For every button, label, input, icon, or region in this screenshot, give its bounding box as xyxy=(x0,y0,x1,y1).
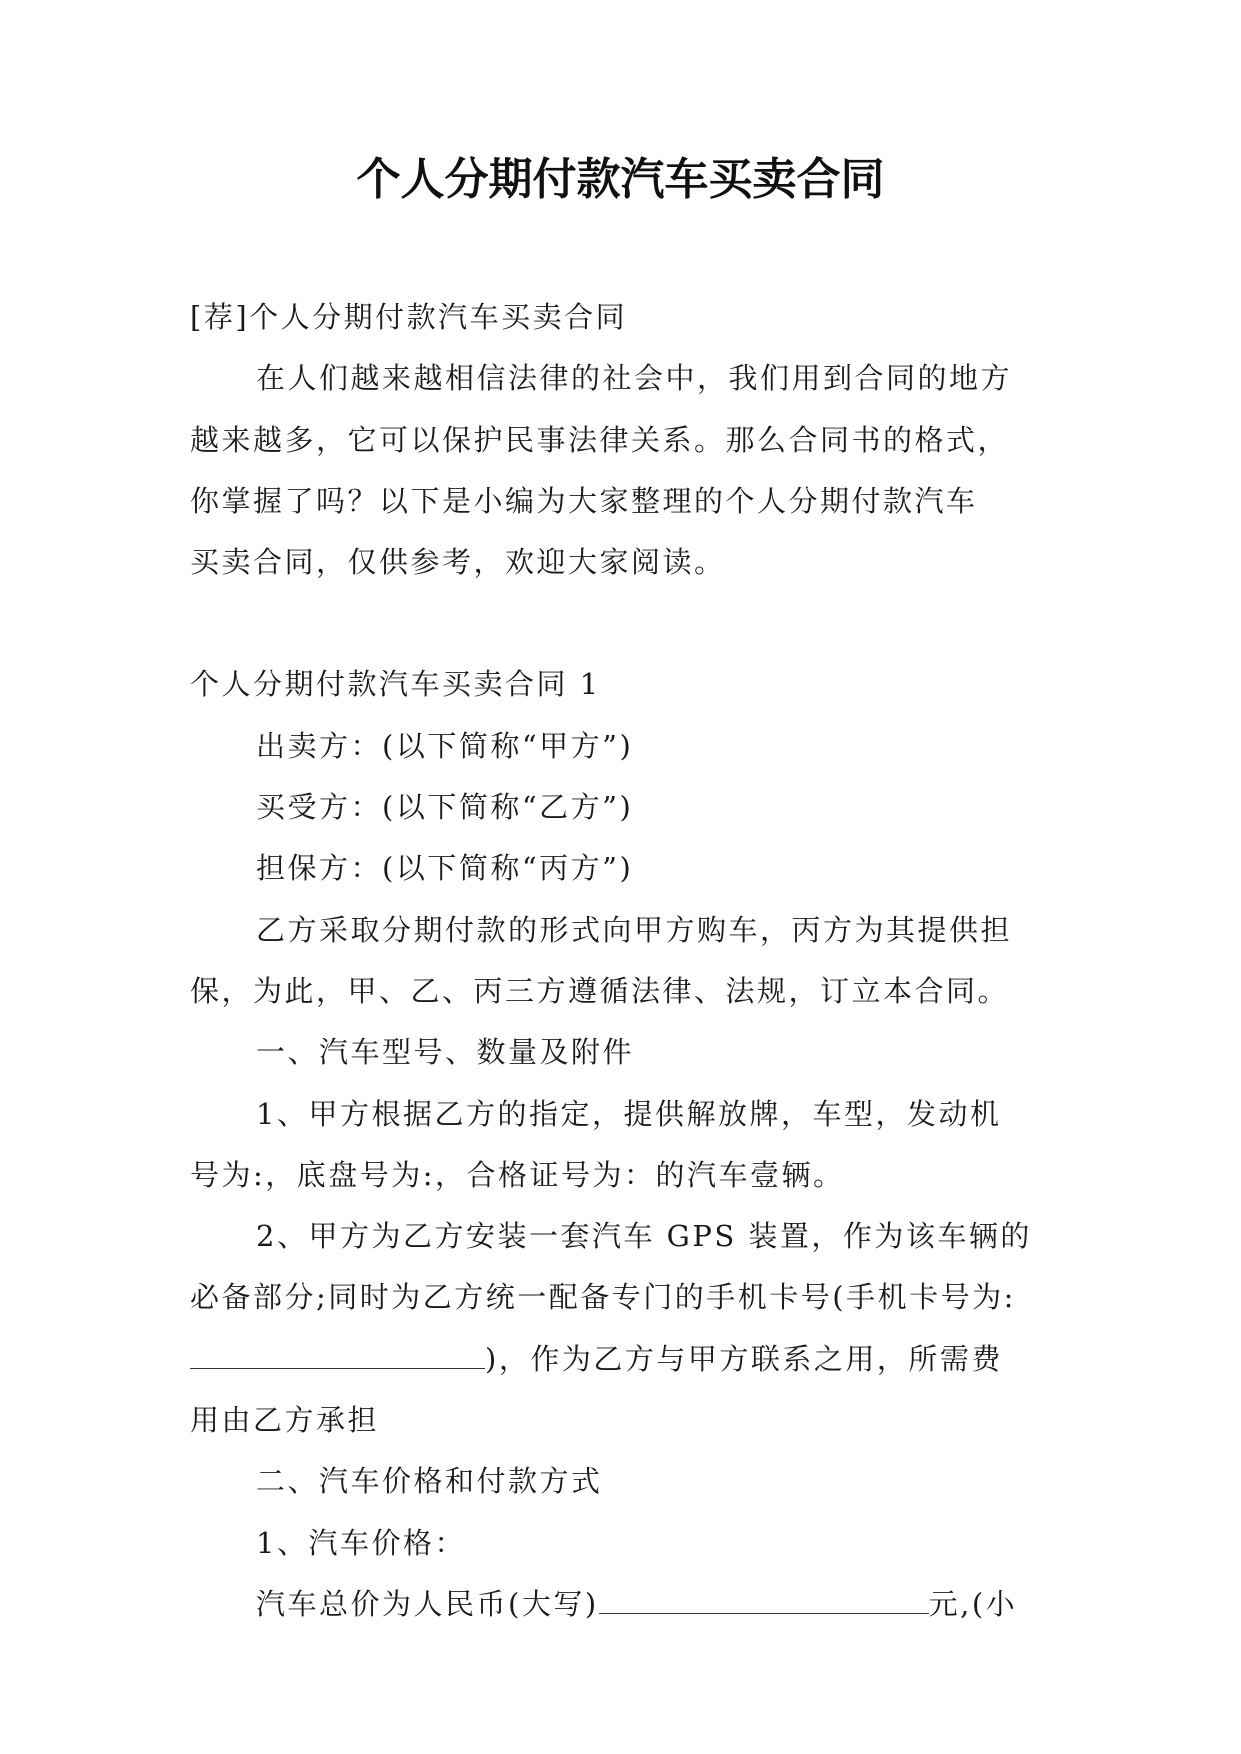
intro-line: 你掌握了吗？以下是小编为大家整理的个人分期付款汽车 xyxy=(190,483,978,518)
preamble-line: 保，为此，甲、乙、丙三方遵循法律、法规，订立本合同。 xyxy=(190,973,1010,1008)
intro-line: 越来越多，它可以保护民事法律关系。那么合同书的格式， xyxy=(190,422,1010,457)
section2-item1: 1、汽车价格： xyxy=(256,1525,466,1560)
section1-item1-line: 1、甲方根据乙方的指定，提供解放牌，车型，发动机 xyxy=(256,1096,1002,1131)
document-subtitle: [荐]个人分期付款汽车买卖合同 xyxy=(190,300,628,334)
section1-item2-line: 必备部分;同时为乙方统一配备专门的手机卡号(手机卡号为: xyxy=(190,1280,1016,1315)
price-label: 汽车总价为人民币(大写) xyxy=(256,1586,599,1621)
section2-price-line xyxy=(190,1574,1070,1635)
party-guarantor: 担保方：(以下简称“丙方”) xyxy=(256,851,634,886)
section1-heading: 一、汽车型号、数量及附件 xyxy=(256,1035,635,1070)
section2-heading: 二、汽车价格和付款方式 xyxy=(256,1464,603,1499)
price-blank xyxy=(599,1587,929,1614)
intro-line: 买卖合同，仅供参考，欢迎大家阅读。 xyxy=(190,545,726,580)
section1-item2-line xyxy=(190,1329,1070,1390)
contract-heading: 个人分期付款汽车买卖合同 1 xyxy=(190,667,601,702)
section1-item2-line: 2、甲方为乙方安装一套汽车 GPS 装置，作为该车辆的 xyxy=(256,1219,1032,1254)
price-suffix: 元,(小 xyxy=(928,1586,1018,1621)
phone-number-blank xyxy=(190,1342,485,1369)
paragraph-gap xyxy=(190,593,1070,654)
party-buyer: 买受方：(以下简称“乙方”) xyxy=(256,790,634,825)
document-title: 个人分期付款汽车买卖合同 xyxy=(356,154,885,205)
intro-line: 在人们越来越相信法律的社会中，我们用到合同的地方 xyxy=(256,361,1013,396)
document-body xyxy=(190,287,1070,1635)
section1-item1-line: 号为:，底盘号为:，合格证号为：的汽车壹辆。 xyxy=(190,1157,845,1192)
preamble-line: 乙方采取分期付款的形式向甲方购车，丙方为其提供担 xyxy=(256,912,1013,947)
party-seller: 出卖方：(以下简称“甲方”) xyxy=(256,728,634,763)
section1-item2-text: )，作为乙方与甲方联系之用，所需费 xyxy=(485,1341,1003,1376)
section1-item2-line: 用由乙方承担 xyxy=(190,1403,380,1438)
